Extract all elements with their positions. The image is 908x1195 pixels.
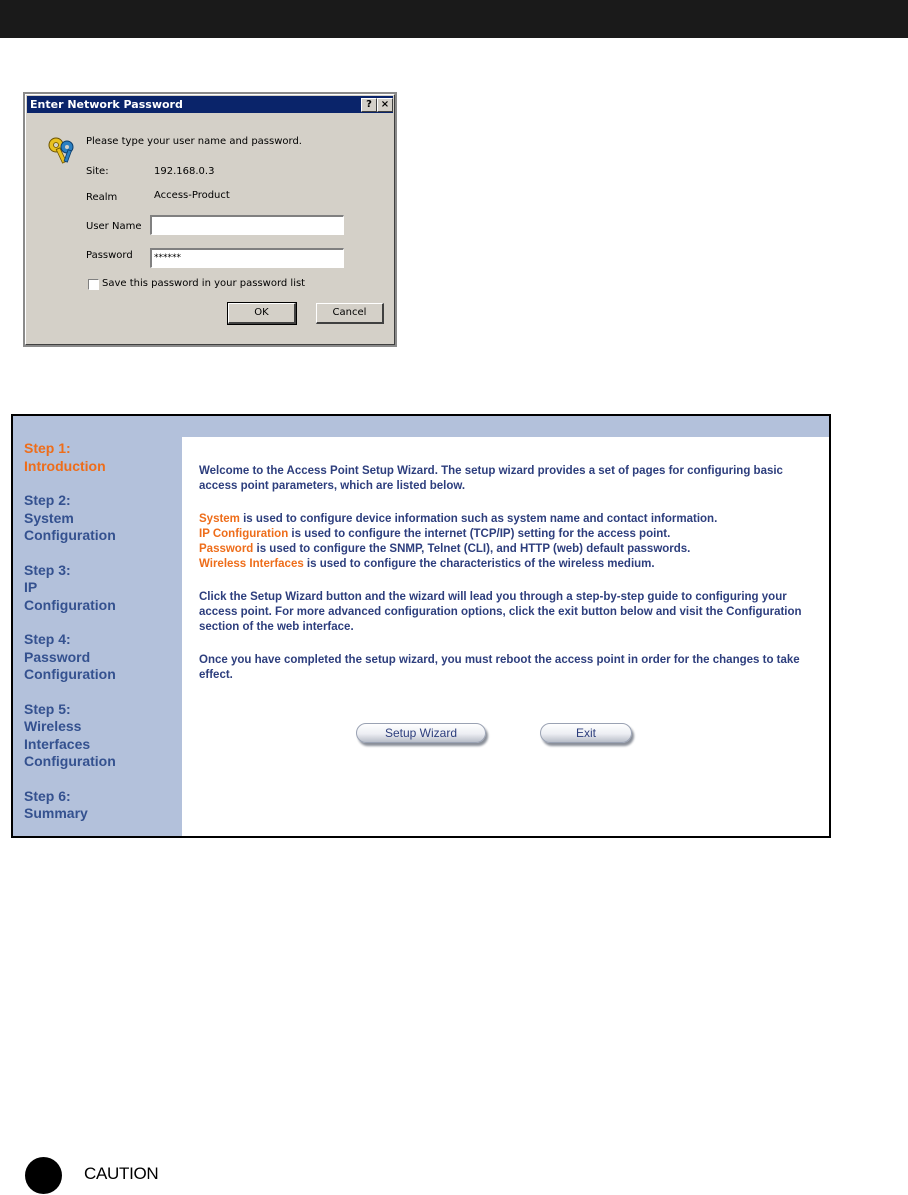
realm-label: Realm [86,192,118,203]
top-header-bar [0,0,908,38]
wizard-step-text: Step 6: [24,787,71,804]
wizard-step-nav [24,440,174,838]
wizard-step-3[interactable] [24,562,174,615]
config-item-term: Wireless Interfaces [199,558,304,570]
wizard-step-2[interactable] [24,492,174,545]
exit-button[interactable]: Exit [540,723,632,743]
cancel-button[interactable]: Cancel [316,303,384,324]
wizard-step-text: Configuration [24,753,116,769]
caution-label: CAUTION [84,1164,159,1183]
wizard-header-band [182,416,829,437]
save-password-label[interactable]: Save this password in your password list [102,278,306,289]
config-item [199,558,655,570]
site-value: 192.168.0.3 [154,166,215,177]
config-item [199,528,670,540]
wizard-step-text: Configuration [24,666,116,682]
username-input[interactable] [150,215,344,235]
dialog-title-bar[interactable] [27,96,393,113]
reboot-note: Once you have completed the setup wizard, you must reboot the access point in order for the changes to take effect. [199,654,800,681]
caution-icon [25,1157,62,1194]
wizard-step-text: Interfaces [24,735,91,752]
config-item [199,513,717,525]
username-label: User Name [86,221,142,232]
password-label: Password [86,250,133,261]
wizard-step-text: Configuration [24,527,116,543]
config-item-list [199,512,814,572]
wizard-content [182,437,829,836]
config-item-term: Password [199,543,254,555]
wizard-step-text: Step 1: [24,440,71,456]
ok-button[interactable]: OK [228,303,296,324]
wizard-step-text: Password [24,648,91,665]
config-item-term: IP Configuration [199,528,289,540]
welcome-text: Welcome to the Access Point Setup Wizard. The setup wizard provides a set of pages for configuring basic access point parameters, which are listed below. [199,465,783,492]
setup-wizard-button[interactable]: Setup Wizard [356,723,486,743]
dialog-prompt: Please type your user name and password. [86,136,302,147]
wizard-step-4[interactable] [24,631,174,684]
realm-value: Access-Product [154,190,230,201]
wizard-step-text: System [24,509,74,526]
config-item-desc: is used to configure the characteristics of the wireless medium. [303,558,655,570]
help-button[interactable]: ? [361,98,377,112]
wizard-step-1[interactable] [24,440,174,475]
wizard-step-text: Configuration [24,596,116,613]
setup-wizard-panel [11,414,831,838]
dialog-title: Enter Network Password [30,98,183,111]
wizard-step-text: IP [24,579,38,595]
network-password-dialog [25,94,395,345]
save-password-checkbox[interactable] [88,279,99,290]
key-icon [48,135,76,165]
wizard-step-text: Introduction [24,457,106,474]
config-item-desc: is used to configure the SNMP, Telnet (CLI), and HTTP (web) default passwords. [253,543,691,555]
wizard-step-text: Step 2: [24,492,71,508]
site-label: Site: [86,166,109,177]
wizard-step-text: Step 3: [24,561,71,578]
wizard-step-text: Step 5: [24,700,71,717]
config-item-desc: is used to configure device information such as system name and contact information. [239,513,718,525]
wizard-step-text: Wireless [24,718,82,734]
password-input[interactable]: ****** [150,248,344,268]
wizard-step-5[interactable] [24,701,174,771]
wizard-step-text: Summary [24,805,88,821]
wizard-step-text: Step 4: [24,631,71,647]
wizard-step-6[interactable] [24,788,174,823]
config-item-desc: is used to configure the internet (TCP/IP) setting for the access point. [288,528,671,540]
close-button[interactable]: × [377,98,393,112]
config-item [199,543,690,555]
instructions-text: Click the Setup Wizard button and the wizard will lead you through a step-by-step guide to configuring your access point. For more advanced configuration options, click the exit button below and visit the Configuration section of the web interface. [199,591,802,633]
config-item-term: System [199,513,240,525]
